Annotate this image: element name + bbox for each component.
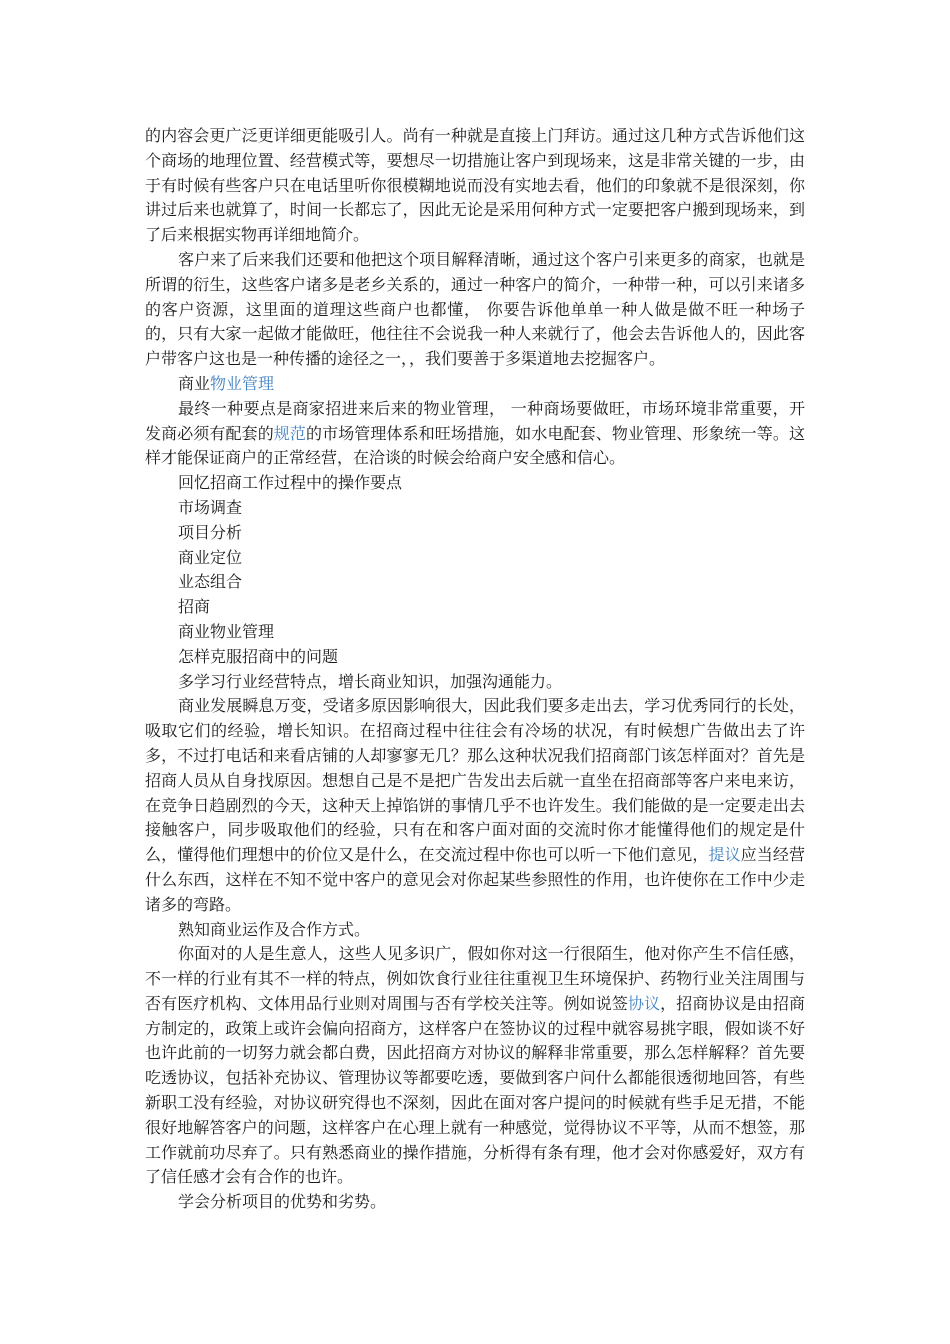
subheading-analyze: 学会分析项目的优势和劣势。 xyxy=(178,1192,387,1212)
list-item: 业态组合 xyxy=(178,572,243,592)
list-item: 市场调查 xyxy=(178,497,243,517)
paragraph-text: 应当经营什么东西，这样在不知不觉中客户的意见会对你起某些参照性的作用，也许使你在工作中少走诸多的弯路。 xyxy=(145,845,805,914)
heading-overcome-problems: 怎样克服招商中的问题 xyxy=(178,646,339,666)
link-standard[interactable]: 规范 xyxy=(273,423,306,443)
list-item: 商业定位 xyxy=(178,547,243,567)
heading-prefix: 商业 xyxy=(178,373,211,393)
subheading-learn: 多学习行业经营特点，增长商业知识，加强沟通能力。 xyxy=(178,671,563,691)
list-item: 招商 xyxy=(178,597,211,617)
paragraph-agreement xyxy=(145,942,805,1190)
paragraph-text: 最终一种要点是商家招进来后来的物业管理， 一种商场要做旺，市场环境非常重要，开发商必须有配套的 xyxy=(145,398,805,443)
link-property-management[interactable]: 物业管理 xyxy=(210,373,275,393)
link-suggestion[interactable]: 提议 xyxy=(708,845,741,865)
heading-recall-steps: 回忆招商工作过程中的操作要点 xyxy=(178,473,403,493)
paragraph-text: 商业发展瞬息万变，受诸多原因影响很大，因此我们要多走出去，学习优秀同行的长处，吸取它们的经验，增长知识。在招商过程中往往会有冷场的状况，有时候想广告做出去了许多，不过打电话和来看店铺的人却寥寥无几？那么这种状况我们招商部门该怎样面对？首先是招商人员从自身找原因。想想自己是不是把广告发出去后就一直坐在招商部等客户来电来访，在竞争日趋剧烈的今天，这种天上掉馅饼的事情几乎不也许发生。我们能做的是一定要走出去接触客户，同步吸取他们的经验，只有在和客户面对面的交流时你才能懂得他们的规定是什么，懂得他们理想中的价位又是什么，在交流过程中你也可以听一下他们意见， xyxy=(145,696,805,865)
list-item: 项目分析 xyxy=(178,522,243,542)
paragraph-go-out xyxy=(145,694,805,917)
subheading-familiar: 熟知商业运作及合作方式。 xyxy=(178,919,371,939)
paragraph-property-management xyxy=(145,397,805,471)
paragraph-text: 的市场管理体系和旺场措施，如水电配套、物业管理、形象统一等。这样才能保证商户的正常经营，在洽谈的时候会给商户安全感和信心。 xyxy=(145,423,805,468)
link-agreement[interactable]: 协议 xyxy=(627,993,661,1013)
paragraph-visit-site: 的内容会更广泛更详细更能吸引人。尚有一种就是直接上门拜访。通过这几种方式告诉他们这个商场的地理位置、经营模式等，要想尽一切措施让客户到现场来，这是非常关键的一步，由于有时候有些客户只在电话里听你很模糊地说而没有实地去看，他们的印象就不是很深刻，你讲过后来也就算了，时间一长都忘了，因此无论是采用何种方式一定要把客户搬到现场来，到了后来根据实物再详细地简介。 xyxy=(145,126,805,245)
paragraph-customer-referral: 客户来了后来我们还要和他把这个项目解释清晰，通过这个客户引来更多的商家，也就是所谓的衍生，这些客户诸多是老乡关系的，通过一种客户的简介，一种带一种，可以引来诸多的客户资源，这里面的道理这些商户也都懂， 你要告诉他单单一种人做是做不旺一种场子的，只有大家一起做才能做旺，他往往不会说我一种人来就行了，他会去告诉他人的，因此客户带客户这也是一种传播的途径之一，，我们要善于多渠道地去挖掘客户。 xyxy=(145,249,805,369)
list-item: 商业物业管理 xyxy=(178,621,275,641)
paragraph-text: 你面对的人是生意人，这些人见多识广，假如你对这一行很陌生，他对你产生不信任感，不一样的行业有其不一样的特点，例如饮食行业往往重视卫生环境保护、药物行业关注周围与否有医疗机构、文体用品行业则对周围与否有学校关注等。例如说签 xyxy=(145,944,805,1013)
paragraph-text: ，招商协议是由招商方制定的，政策上或许会偏向招商方，这样客户在签协议的过程中就容易挑字眼，假如谈不好也许此前的一切努力就会都白费，因此招商方对协议的解释非常重要，那么怎样解释？首先要吃透协议，包括补充协议、管理协议等都要吃透，要做到客户问什么都能很透彻地回答，有些新职工没有经验，对协议研究得也不深刻，因此在面对客户提问的时候就有些手足无措，不能很好地解答客户的问题，这样客户在心理上就有一种感觉，觉得协议不平等，从而不想签，那工作就前功尽弃了。只有熟悉商业的操作措施，分析得有条有理，他才会对你感爱好，双方有了信任感才会有合作的也许。 xyxy=(145,993,805,1187)
document-body xyxy=(145,124,805,1215)
heading-property-management xyxy=(145,372,805,397)
